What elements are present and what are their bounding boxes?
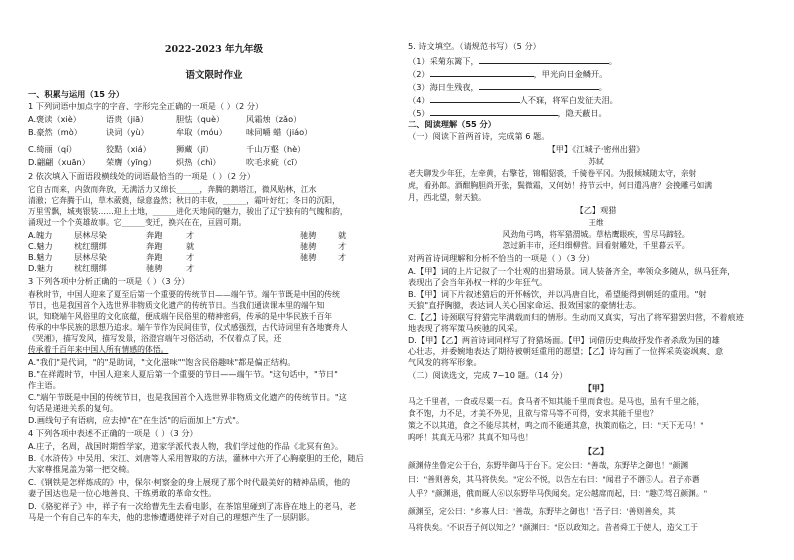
option-cell: C.魅力 [28, 241, 53, 251]
option-cell: 味同嚼 蜡（jiáo） [246, 127, 313, 137]
poem2-title: 【乙】观猎 [575, 205, 617, 215]
q6-option-a: A.【甲】词的上片记叙了一个壮观的出猎场景。词人装备齐全，率领众多随从，纵马狂奔， [408, 266, 736, 276]
passage2-line: 曰："善则善矣，其马将佚矣。"定公不悦，以告左右曰："闻君子不谮⑤人。君子亦谮 [408, 475, 700, 484]
q2-option-d [28, 263, 195, 274]
q5-text: ，甲光向日金鳞开。 [533, 69, 608, 79]
option-cell: 才 [338, 241, 347, 251]
option-cell: 层林尽染 [74, 252, 107, 262]
q1-option-c [28, 144, 306, 155]
q6-option-a-cont: 表现出了会当年孙权一样的少年狂气。 [408, 277, 548, 287]
option-cell: 荣膺（yīng） [106, 157, 157, 167]
q4-option-b: B.《水浒传》中吴用、宋江、刘唐等人采用智取的方法，灌林中六开了心胸豪胆的王伦，随后 [28, 453, 364, 463]
q6-option-c: C.【乙】诗颈联写狩猎完毕满载而归的情形。生动而又真实，写出了将军猎罢归营，不着痕迹 [408, 312, 744, 322]
q2-paragraph-line: 万里雪飘，城夷银装……迎上土地，______进化天地间的魅力，骏出了辽宁独有的气魄和韵， [28, 207, 348, 216]
option-cell: 牟取（móu） [176, 127, 227, 137]
q4-option-c-cont: 妻子国达也是一位心地善良、干练勇敢的革命女性。 [28, 488, 217, 498]
answer-blank[interactable] [430, 93, 520, 103]
right-column [408, 0, 784, 560]
passage2-title: 【乙】 [583, 446, 609, 456]
option-cell: 才 [186, 230, 195, 240]
poem1-line: 老夫聊发少年狂，左牵黄，右擎苍，锦帽貂裘，千骑卷平冈。为报倾城随太守，亲射 [408, 169, 697, 178]
q6-option-b: B.【甲】词下片叙述猎后的开怀畅饮，并以冯唐自比，希望能得到朝廷的重用。"射 [408, 289, 707, 299]
option-cell: 炽热（chì） [176, 157, 221, 167]
q5-text: （3）海日生残夜， [408, 82, 479, 92]
question-3: 3 下列各项中分析正确的一项是（ ）（3 分） [28, 276, 190, 286]
option-cell: 才 [186, 263, 195, 273]
q3-option-a: A."我们"是代词，"的"是助词，"文化滋味""饱含民俗趣味"都是偏正结构。 [28, 357, 296, 367]
q2-option-b [28, 252, 347, 263]
q3-paragraph-line: 识，知晓端午风俗里的文化底蕴，便成端午民俗里的精神密码，传承的是中华民族千百年 [28, 312, 333, 321]
q3-option-b-cont: 作主语。 [28, 380, 61, 390]
q6-option-c-cont: 地表现了将军策马疾驰的风采。 [408, 323, 523, 333]
passage2-line: 马将佚矣。'不识吾子何以知之？"颜渊曰："臣以政知之。昔者舜工于使人，造父工于 [408, 523, 698, 532]
poem1-title: 【甲】《江城子·密州出猎》 [547, 144, 645, 154]
option-cell: 驰骋 [300, 230, 317, 240]
question-5: 5. 诗文填空。（请规范书写）（5 分） [408, 41, 541, 51]
poem2-line: 忽过新丰市，还归细柳营。回看射雕处，千里暮云平。 [502, 241, 690, 250]
passage1-line: 食不饱，力不足，才美不外见，且欲与常马等不可得，安求其能千里也？ [408, 409, 658, 418]
q2-option-a [28, 230, 347, 241]
option-cell: 奔跑 [146, 241, 163, 251]
answer-blank[interactable] [479, 80, 599, 90]
option-cell: 枕红绷绑 [74, 263, 107, 273]
q1-option-a [28, 114, 302, 125]
q6-option-d: D.【甲】【乙】两首诗词同样写了狩猎场面。【甲】词借历史典故抒发作者杀敌为国的雄 [408, 335, 720, 345]
q3-option-c: C."端午节既是中国的传统节日，也是我国首个入选世界非物质文化遗产的传统节日。"这 [28, 392, 347, 402]
option-cell: A.魄力 [28, 230, 53, 240]
page-title: 2022-2023 年九年级 [164, 44, 264, 55]
passage2-line: 颜渊至，定公曰："乡寡人曰：'善哉，东野毕之御也！'吾子曰：'善则善矣，其 [408, 507, 676, 516]
q5-line-1 [408, 54, 617, 67]
q6-option-d-cont: 心壮志，并委婉地表达了期待被朝廷重用的愿望；【乙】诗勾画了一位挥采英姿飒爽、意 [408, 346, 724, 356]
section-heading-2: 二、阅读理解（55 分） [408, 119, 496, 129]
question-2: 2 依次填入下面语段横线处的词语最恰当的一项是（ ）（2 分） [28, 171, 256, 181]
option-cell: A.褒读（xiè） [28, 114, 81, 124]
q3-paragraph-line: 《哭湘》，描写发风，描写发景，浴澄宫端午习俗活动，不仅着点了民，还 [28, 334, 282, 343]
option-cell: 层林尽染 [74, 230, 107, 240]
option-cell: 才 [186, 252, 195, 262]
option-cell: 语贵（jiā） [106, 114, 149, 124]
q5-line-3 [408, 80, 607, 93]
option-cell: 诀词（yù） [106, 127, 149, 137]
option-cell: 就 [338, 230, 347, 240]
poem1-line: 月，西北望，射天狼。 [408, 193, 486, 202]
poem2-line: 风劲角弓鸣，将军猎渭城。草枯鹰眼疾，雪尽马蹄轻。 [502, 230, 690, 239]
poem1-line: 虎，看孙郎。酒酣胸胆尚开张，鬓微霜，又何妨！持节云中，何日遣冯唐？会挽雕弓如满 [408, 181, 713, 190]
q3-option-b: B."在祥霞时节，中国人迎来人夏后第一个重要的节日——端午节。"这句话中，"节日" [28, 369, 338, 379]
option-cell: 狮藏（jī） [176, 144, 214, 154]
q3-option-c-cont: 句话是递进关系的复句。 [28, 403, 119, 413]
passage1-line: 呜呼！其真无马邪？其真不知马也！ [408, 433, 533, 442]
passage1-line: 策之不以其道，食之不能尽其材，鸣之而不能通其意，执策而临之，曰："天下无马！" [408, 421, 704, 430]
poem1-author: 苏轼 [588, 157, 604, 166]
q5-text: 。 [608, 56, 617, 66]
option-cell: 胆怯（què） [176, 114, 225, 124]
q3-underlined-sentence: 传承着千百年来中国人所有情感的体悟。 [28, 345, 169, 354]
option-cell: 吹毛求疵（cī） [246, 157, 302, 167]
q5-line-5 [408, 106, 607, 119]
option-cell: 奔跑 [146, 230, 163, 240]
q4-option-c: C.《钢铁是怎样炼成的》中，保尔·柯察金的身上展现了那个时代最美好的精神品质，他的 [28, 477, 351, 487]
option-cell: D.翩翩（xuān） [28, 157, 90, 167]
q5-line-2 [408, 67, 607, 80]
option-cell: 驰骋 [300, 241, 317, 251]
option-cell: 就 [186, 241, 195, 251]
q2-paragraph-line: 清澈；它奔腾于山，草木葳蕤，绿意盎然；秋日的丰收，______，霜叶好红；冬日的沉阳， [28, 196, 340, 205]
q2-option-c [28, 241, 347, 252]
q5-text: 。 [598, 82, 607, 92]
option-cell: 风霜烛（zǎo） [246, 114, 302, 124]
q5-text: ，隐天蔽日。 [557, 108, 607, 118]
passage2-line: 颜渊侍坐鲁定公于台，东野毕御马于台下。定公曰："善哉，东野毕之御也！"颜渊 [408, 461, 689, 470]
page-subtitle: 语文限时作业 [185, 70, 243, 81]
answer-blank[interactable] [479, 54, 609, 64]
q5-text: （2） [408, 69, 430, 79]
question-6: 对两首诗词理解和分析不恰当的一项是（ ）（3 分） [408, 253, 595, 263]
option-cell: 驰骋 [300, 252, 317, 262]
answer-blank[interactable] [430, 106, 558, 116]
q1-option-d [28, 157, 302, 168]
passage1-title: 【甲】 [583, 383, 609, 393]
option-cell: 狡黠（xiá） [106, 144, 151, 154]
q3-paragraph-line: 节日，也是我国首个入选世界非物质文化遗产的传统节日。当我们通读课本里的端午知 [28, 301, 325, 310]
option-cell: 奔跑 [146, 252, 163, 262]
q2-paragraph-line: 它自古而来，内敛而奔放，无满活力又绵长______，奔腾的鹅塔江，微风贴林，江水 [28, 185, 317, 194]
q3-paragraph-line: 传承的中华民族的思想乃追求。端午节作为民间佳节，仪式感强烈，古代诗词里有各地赛舟人 [28, 323, 348, 332]
q1-option-b [28, 127, 313, 138]
section-heading-1: 一、积累与运用（15 分） [28, 89, 125, 99]
q5-text: （4） [408, 95, 430, 105]
option-cell: 才 [338, 252, 347, 262]
q5-line-4 [408, 93, 618, 106]
answer-blank[interactable] [430, 67, 534, 77]
q2-paragraph-line: 涌现过一个个英雄故事。它______变迁，换兴在在，亘固可期。 [28, 218, 247, 227]
question-4: 4 下列各项中表述不正确的一项是（ ）（3 分） [28, 428, 198, 438]
q4-option-d-cont: 马是一个有自己车的车夫，他的悲惨遭遇使祥子对自己的理想产生了一层阴影。 [28, 512, 315, 522]
q5-text: （5） [408, 108, 430, 118]
question-1: 1 下列词语中加点字的字音、字形完全正确的一项是（ ）（2 分） [28, 101, 264, 111]
option-cell: C.绮丽（qí） [28, 144, 77, 154]
q5-text: 人不寐，将军白发征夫泪。 [519, 95, 618, 105]
left-column [28, 0, 400, 560]
subsection-2: （二）阅读选文，完成 7~10 题。（14 分） [408, 370, 568, 380]
option-cell: 枕红绷绑 [74, 241, 107, 251]
q3-paragraph-line: 春秋时节，中国人迎来了夏至后第一个重要的传统节日——端午节。端午节既是中国的传统 [28, 290, 340, 299]
q4-option-d: D.《骆驼祥子》中，祥子有一次给曹先生去看电影，在茶馆里碰到了冻昏在地上的老马，老 [28, 501, 357, 511]
option-cell: 驰骋 [146, 263, 163, 273]
option-cell: B.豪然（mò） [28, 127, 82, 137]
subsection-1: （一）阅读下首两首诗，完成第 6 题。 [408, 131, 550, 141]
q4-option-b-cont: 大家尊推晁盖为第一把交椅。 [28, 464, 135, 474]
q6-option-d-cont: 气风发的将军形象。 [408, 357, 482, 367]
q3-option-d: D.画线句子有语病，应去掉"在"在生活"的后面加上"方式"。 [28, 415, 245, 425]
option-cell: D.魅力 [28, 263, 54, 273]
option-cell: 千山万壑（hè） [246, 144, 306, 154]
q5-text: （1）采菊东篱下， [408, 56, 479, 66]
poem2-author: 王维 [588, 218, 604, 227]
q6-option-b-cont: 天狼"直抒胸臆，表达词人关心国家命运、报效国家的豪情壮志。 [408, 300, 642, 310]
q4-option-a: A.庄子，名周，战国时期哲学家，道家学派代表人物，我们学过他的作品《北冥有鱼》。 [28, 441, 344, 451]
passage1-line: 马之千里者，一食或尽粟一石。食马者不知其能千里而食也。是马也，虽有千里之能， [408, 397, 705, 406]
option-cell: B.魅力 [28, 252, 53, 262]
passage2-line: 人乎？"颜渊退，俄而厩人⑥以东野毕马佚闻矣。定公越席而起，曰："趣⑦驾召颜渊。" [408, 489, 708, 498]
